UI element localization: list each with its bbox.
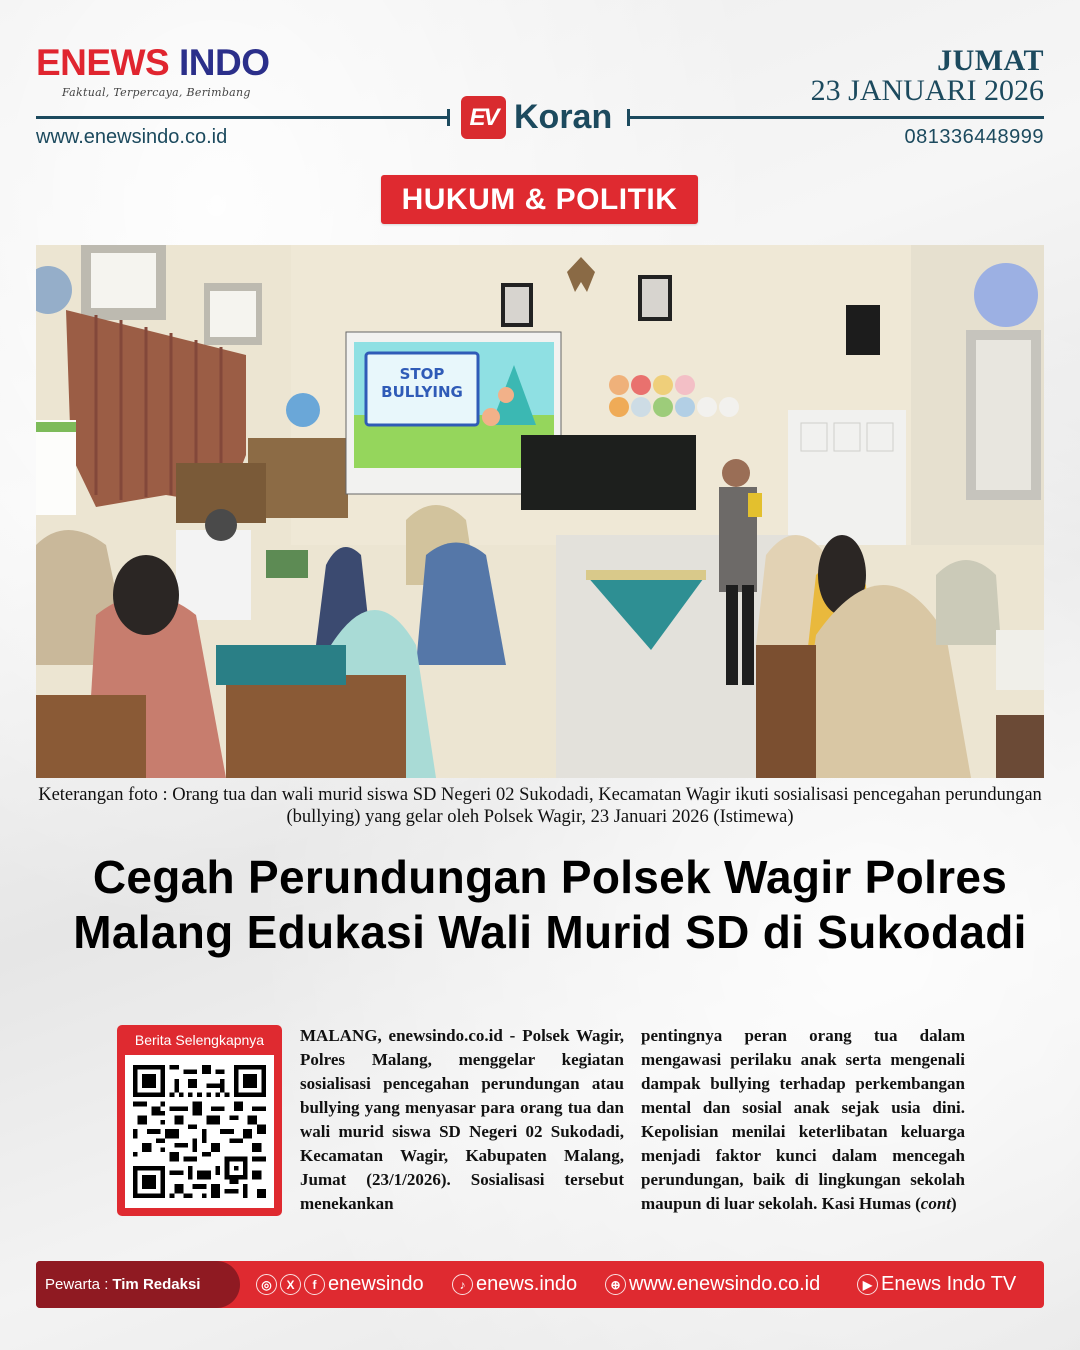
qr-title: Berita Selengkapnya [134, 1032, 265, 1048]
qr-card[interactable] [117, 1025, 282, 1216]
youtube-icon[interactable]: ▶ [857, 1274, 878, 1295]
news-photo [36, 245, 1044, 778]
edition-label: Koran [514, 98, 613, 136]
article-headline: Cegah Perundungan Polsek Wagir Polres Malang Edukasi Wali Murid SD di Sukodadi [73, 851, 1027, 958]
header-rule-left [36, 116, 450, 119]
facebook-icon[interactable]: f [304, 1274, 325, 1295]
header-website-link[interactable]: www.enewsindo.co.id [36, 126, 228, 148]
brand-part-enews: ENEWS [36, 42, 170, 83]
article-column-2 [641, 1024, 965, 1216]
article-column-2-text: pentingnya peran orang tua dalam mengawasi perilaku anak serta mengenali dampak bullying terhadap perkembangan mental dan sosial anak sejak usia dini. Kepolisian menilai keterlibatan keluarga menjadi faktor kunci dalam mencegah perundungan, baik di lingkungan sekolah maupun di luar sekolah. Kasi Humas ( [641, 1026, 965, 1213]
publish-date: 23 JANUARI 2026 [810, 74, 1044, 107]
koran-logo-icon: EV [461, 96, 506, 139]
header-phone: 081336448999 [904, 126, 1044, 148]
header-rule-cap-left [447, 109, 450, 126]
reporter-credit [36, 1261, 240, 1308]
continued-marker: cont [920, 1194, 952, 1213]
social-tiktok[interactable] [452, 1261, 577, 1308]
x-icon[interactable]: X [280, 1274, 301, 1295]
social-group-main[interactable] [256, 1261, 424, 1308]
header-rule-cap-right [627, 109, 630, 126]
brand-part-indo: INDO [178, 42, 270, 83]
reporter-label: Pewarta : [45, 1276, 109, 1293]
tiktok-icon[interactable]: ♪ [452, 1274, 473, 1295]
article-column-1: MALANG, enewsindo.co.id - Polsek Wagir, Polres Malang, menggelar kegiatan sosialisasi pencegahan perundungan atau bullying yang menyasar para orang tua dan wali murid siswa SD Negeri 02 Sukodadi, Kecamatan Wagir, Kabupaten Malang, Jumat (23/1/2026). Sosialisasi tersebut menekankan [300, 1026, 624, 1213]
brand-tagline: Faktual, Terpercaya, Berimbang [62, 86, 251, 99]
header-rule-right [630, 116, 1044, 119]
instagram-icon[interactable]: ◎ [256, 1274, 277, 1295]
globe-icon[interactable]: ⊕ [605, 1274, 626, 1295]
screen-title-line1: STOP [399, 365, 445, 383]
brand-logo [36, 44, 269, 81]
photo-caption: Keterangan foto : Orang tua dan wali murid siswa SD Negeri 02 Sukodadi, Kecamatan Wagir ikuti sosialisasi pencegahan perundungan (bullying) yang gelar oleh Polsek Wagir, 23 Januari 2026 (Istimewa) [38, 785, 1042, 827]
publish-day: JUMAT [937, 44, 1044, 77]
qr-code-icon[interactable] [125, 1055, 274, 1208]
continued-close: ) [951, 1194, 957, 1213]
screen-title-line2: BULLYING [381, 383, 463, 401]
social-youtube[interactable] [857, 1261, 1016, 1308]
tiktok-handle[interactable]: enews.indo [476, 1273, 578, 1295]
reporter-name: Tim Redaksi [112, 1276, 201, 1293]
footer-website-link[interactable]: www.enewsindo.co.id [629, 1273, 821, 1295]
social-handle[interactable]: enewsindo [328, 1273, 424, 1295]
category-badge: HUKUM & POLITIK [381, 175, 698, 224]
social-website[interactable] [605, 1261, 820, 1308]
youtube-channel[interactable]: Enews Indo TV [881, 1273, 1017, 1295]
